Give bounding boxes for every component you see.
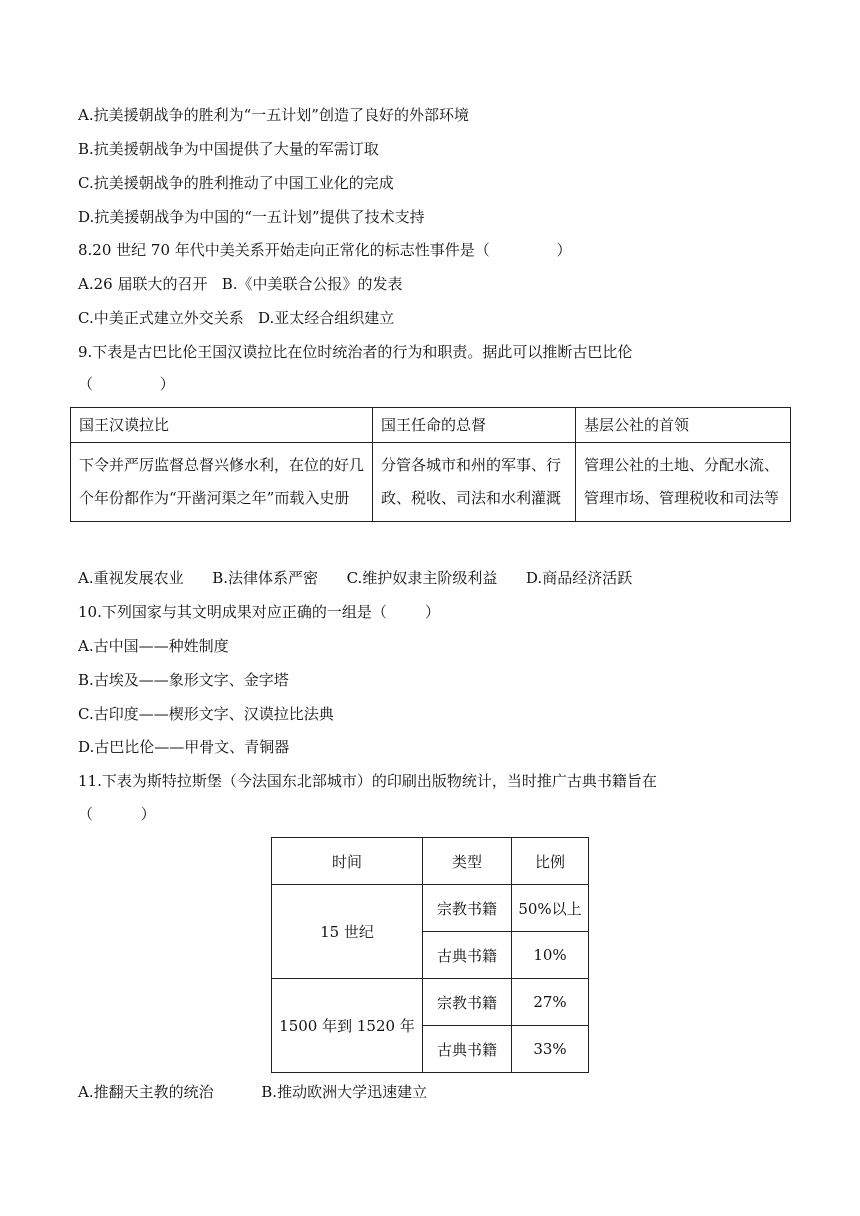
q9-options: A.重视发展农业 B.法律体系严密 C.维护奴隶主阶级利益 D.商品经济活跃 <box>78 569 633 587</box>
q11-table-type: 宗教书籍 <box>423 885 512 932</box>
q11-table-header-time: 时间 <box>272 838 423 885</box>
q11-table-ratio: 10% <box>512 932 589 979</box>
q11-table-ratio: 50%以上 <box>512 885 589 932</box>
q9-table-cell-governor: 分管各城市和州的军事、行政、税收、司法和水利灌溉 <box>373 443 576 522</box>
q9-table <box>70 407 791 522</box>
q9-table-header-king: 国王汉谟拉比 <box>71 408 373 443</box>
q9-table-header-governor: 国王任命的总督 <box>373 408 576 443</box>
q7-option-c: C.抗美援朝战争的胜利推动了中国工业化的完成 <box>78 174 394 192</box>
q7-option-a: A.抗美援朝战争的胜利为“一五计划”创造了良好的外部环境 <box>78 106 469 124</box>
q11-table-type: 古典书籍 <box>423 1026 512 1073</box>
q7-option-d: D.抗美援朝战争为中国的“一五计划”提供了技术支持 <box>78 208 425 226</box>
q11-table-header-type: 类型 <box>423 838 512 885</box>
q10-option-a: A.古中国——种姓制度 <box>78 637 229 655</box>
q11-table-ratio: 27% <box>512 979 589 1026</box>
q10-option-d: D.古巴比伦——甲骨文、青铜器 <box>78 738 290 756</box>
q11-table-type: 古典书籍 <box>423 932 512 979</box>
q11-stem: 11.下表为斯特拉斯堡（今法国东北部城市）的印刷出版物统计，当时推广古典书籍旨在 <box>78 772 657 790</box>
q11-answer-paren: （ ） <box>78 805 156 823</box>
q11-table-type: 宗教书籍 <box>423 979 512 1026</box>
q9-table-cell-king: 下令并严厉监督总督兴修水利，在位的好几个年份都作为“开凿河渠之年”而载入史册 <box>71 443 373 522</box>
q11-table-period-2: 1500 年到 1520 年 <box>272 979 423 1073</box>
q8-options-line2: C.中美正式建立外交关系 D.亚太经合组织建立 <box>78 309 395 327</box>
q11-table-period-1: 15 世纪 <box>272 885 423 979</box>
q7-option-b: B.抗美援朝战争为中国提供了大量的军需订取 <box>78 140 379 158</box>
q10-option-c: C.古印度——楔形文字、汉谟拉比法典 <box>78 705 334 723</box>
q9-answer-paren: （ ） <box>78 375 175 393</box>
q9-table-header-commune: 基层公社的首领 <box>576 408 791 443</box>
q9-table-cell-commune: 管理公社的土地、分配水流、管理市场、管理税收和司法等 <box>576 443 791 522</box>
q8-options-line1: A.26 届联大的召开 B.《中美联合公报》的发表 <box>78 275 403 293</box>
q10-stem: 10.下列国家与其文明成果对应正确的一组是（ ） <box>78 603 441 621</box>
q8-stem: 8.20 世纪 70 年代中美关系开始走向正常化的标志性事件是（ ） <box>78 241 572 259</box>
q11-table-ratio: 33% <box>512 1026 589 1073</box>
q11-table <box>271 837 589 1073</box>
q11-table-header-ratio: 比例 <box>512 838 589 885</box>
q9-stem: 9.下表是古巴比伦王国汉谟拉比在位时统治者的行为和职责。据此可以推断古巴比伦 <box>78 343 633 361</box>
q10-option-b: B.古埃及——象形文字、金字塔 <box>78 671 289 689</box>
q11-options: A.推翻天主教的统治 B.推动欧洲大学迅速建立 <box>78 1083 428 1101</box>
